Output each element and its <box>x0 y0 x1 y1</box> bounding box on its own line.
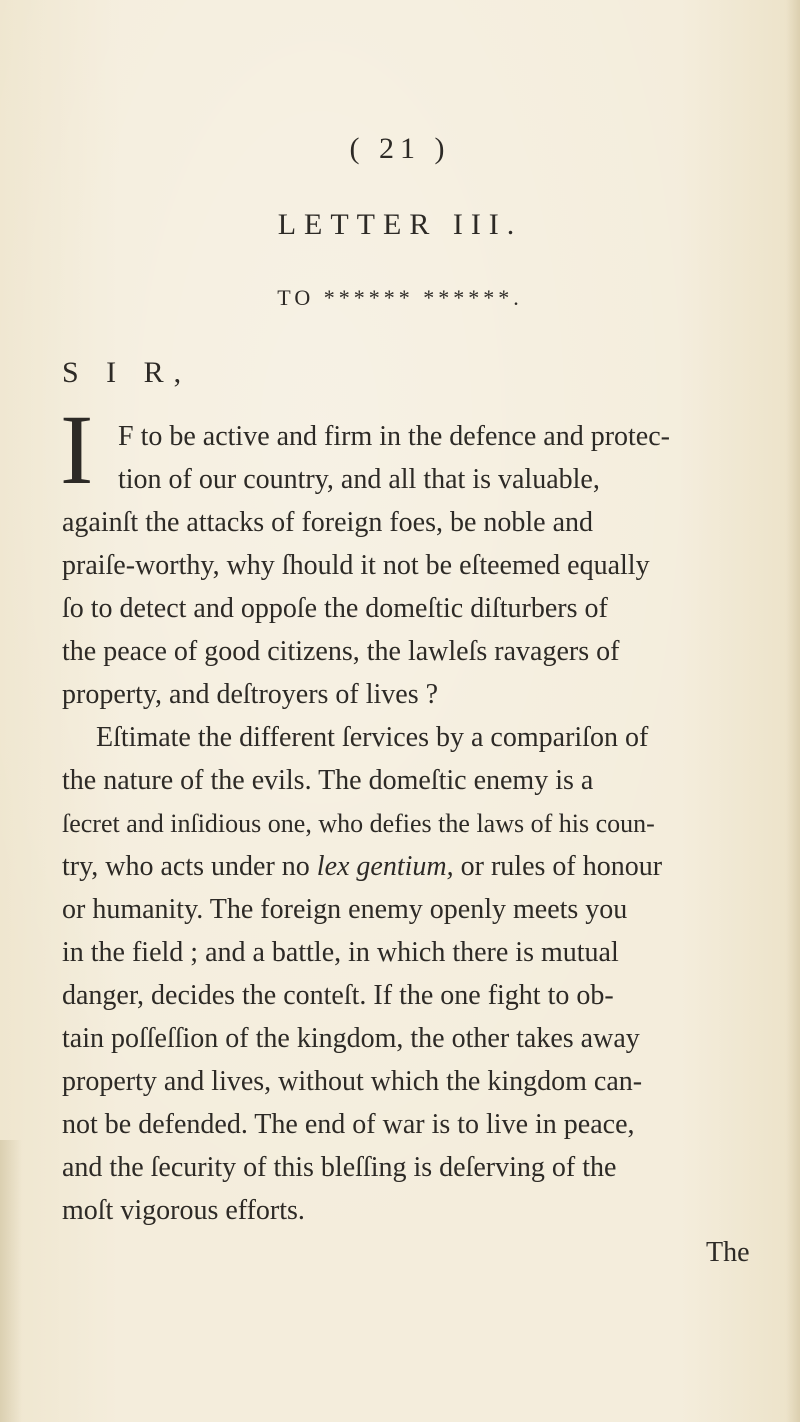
body-line: property and lives, without which the kingdom can- <box>62 1066 643 1097</box>
body-line: and the ſecurity of this bleſſing is deſerving of the <box>62 1152 617 1183</box>
body-line: F to be active and firm in the defence and protec- <box>118 421 670 452</box>
body-line: danger, decides the conteſt. If the one fight to ob- <box>62 980 614 1011</box>
body-line: the peace of good citizens, the lawleſs ravagers of <box>62 636 620 667</box>
addressee-line: TO ****** ******. <box>277 285 523 310</box>
catchword: The <box>706 1237 750 1268</box>
paper-stain <box>0 1140 22 1422</box>
body-line: tain poſſeſſion of the kingdom, the other takes away <box>62 1023 640 1054</box>
latin-phrase: lex gentium, <box>316 851 454 882</box>
body-line: praiſe-worthy, why ſhould it not be eſteemed equally <box>62 550 650 581</box>
body-text: or rules of honour <box>460 851 663 882</box>
body-line: not be defended. The end of war is to live in peace, <box>62 1109 635 1140</box>
body-line: ſo to detect and oppoſe the domeſtic diſturbers of <box>62 593 608 624</box>
body-line: againſt the attacks of foreign foes, be noble and <box>62 507 594 538</box>
body-line: Eſtimate the different ſervices by a compariſon of <box>96 722 649 753</box>
body-line: property, and deſtroyers of lives ? <box>62 679 439 710</box>
page-number: ( 21 ) <box>349 132 451 165</box>
body-text: try, who acts under no <box>62 851 310 882</box>
body-line: tion of our country, and all that is valuable, <box>118 464 600 495</box>
body-line: moſt vigorous efforts. <box>62 1195 305 1226</box>
body-line: or humanity. The foreign enemy openly meets you <box>62 894 628 925</box>
body-line: in the field ; and a battle, in which there is mutual <box>62 937 619 968</box>
body-line: ſecret and inſidious one, who defies the laws of his coun- <box>62 809 655 838</box>
salutation: S I R, <box>62 356 192 389</box>
drop-cap: I <box>60 394 94 505</box>
body-line: the nature of the evils. The domeſtic enemy is a <box>62 765 594 796</box>
body-line <box>62 850 662 884</box>
letter-heading: LETTER III. <box>277 208 523 241</box>
